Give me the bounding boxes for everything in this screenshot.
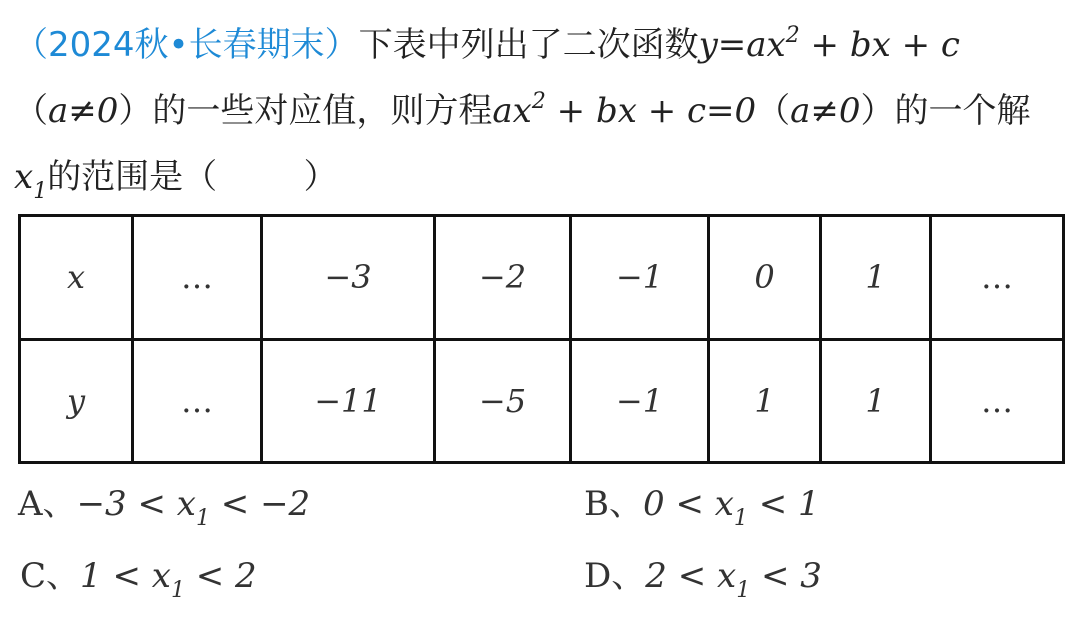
condition-1: a≠0 — [48, 91, 119, 131]
option-a[interactable] — [18, 476, 310, 532]
option-expr-subscript: 1 — [170, 578, 185, 603]
value-table — [18, 214, 1065, 464]
table-row-x — [20, 216, 1064, 340]
question-source: （2024秋•长春期末） — [14, 25, 359, 65]
option-letter: C、 — [20, 556, 81, 596]
option-c[interactable] — [20, 548, 257, 604]
table-cell: 1 — [821, 339, 931, 463]
stem-text-5: ）的一个解 — [860, 91, 1031, 131]
option-expr-left: −3 < x — [76, 484, 196, 524]
table-cell: −1 — [571, 216, 709, 340]
variable-x: x — [14, 157, 34, 197]
answer-options — [18, 474, 1062, 624]
table-cell: 0 — [709, 216, 821, 340]
answer-blank — [217, 157, 303, 197]
table-cell: … — [133, 216, 262, 340]
option-expr-left: 2 < x — [645, 556, 737, 596]
option-letter: B、 — [584, 484, 643, 524]
option-expr-subscript: 1 — [733, 506, 748, 531]
eq2-part-b: + bx + c=0 — [545, 91, 757, 131]
variable-subscript: 1 — [33, 179, 48, 204]
table-cell: 1 — [821, 216, 931, 340]
option-expr-left: 0 < x — [643, 484, 734, 524]
table-cell: … — [133, 339, 262, 463]
table-cell: x — [20, 216, 133, 340]
stem-text-3: ）的一些对应值，则方程 — [118, 91, 493, 131]
condition-2: a≠0 — [790, 91, 861, 131]
table-cell: −11 — [262, 339, 435, 463]
table-cell: −3 — [262, 216, 435, 340]
quadratic-equation — [492, 91, 756, 131]
eq1-part-b: + bx + c — [799, 25, 960, 65]
stem-text-2: （ — [14, 91, 48, 131]
stem-text-7: ） — [303, 157, 338, 197]
table-cell: −2 — [435, 216, 571, 340]
option-expr-subscript: 1 — [736, 578, 751, 603]
table-cell: −1 — [571, 339, 709, 463]
solution-variable — [14, 157, 48, 204]
option-expr-right: < 2 — [184, 556, 257, 596]
function-equation — [699, 25, 960, 65]
eq1-part-a: y=ax — [698, 25, 786, 65]
option-letter: A、 — [18, 484, 77, 524]
option-b[interactable] — [584, 476, 820, 532]
table-cell: … — [931, 216, 1064, 340]
option-expr-right: < 1 — [747, 484, 820, 524]
option-d[interactable] — [584, 548, 822, 604]
table-cell: … — [931, 339, 1064, 463]
table-row-y — [20, 339, 1064, 463]
stem-text-1: 下表中列出了二次函数 — [358, 25, 699, 65]
option-letter: D、 — [584, 556, 646, 596]
option-expr-left: 1 < x — [80, 556, 171, 596]
table-cell: y — [20, 339, 133, 463]
eq2-exponent: 2 — [531, 89, 546, 114]
option-expr-right: < −2 — [209, 484, 311, 524]
option-expr-right: < 3 — [750, 556, 822, 596]
eq2-part-a: ax — [492, 91, 532, 131]
table-cell: 1 — [709, 339, 821, 463]
stem-text-6: 的范围是（ — [47, 157, 218, 197]
eq1-exponent: 2 — [785, 23, 800, 48]
stem-text-4: （ — [756, 91, 791, 131]
question-stem — [14, 12, 1062, 210]
option-expr-subscript: 1 — [195, 506, 210, 531]
table-cell: −5 — [435, 339, 571, 463]
